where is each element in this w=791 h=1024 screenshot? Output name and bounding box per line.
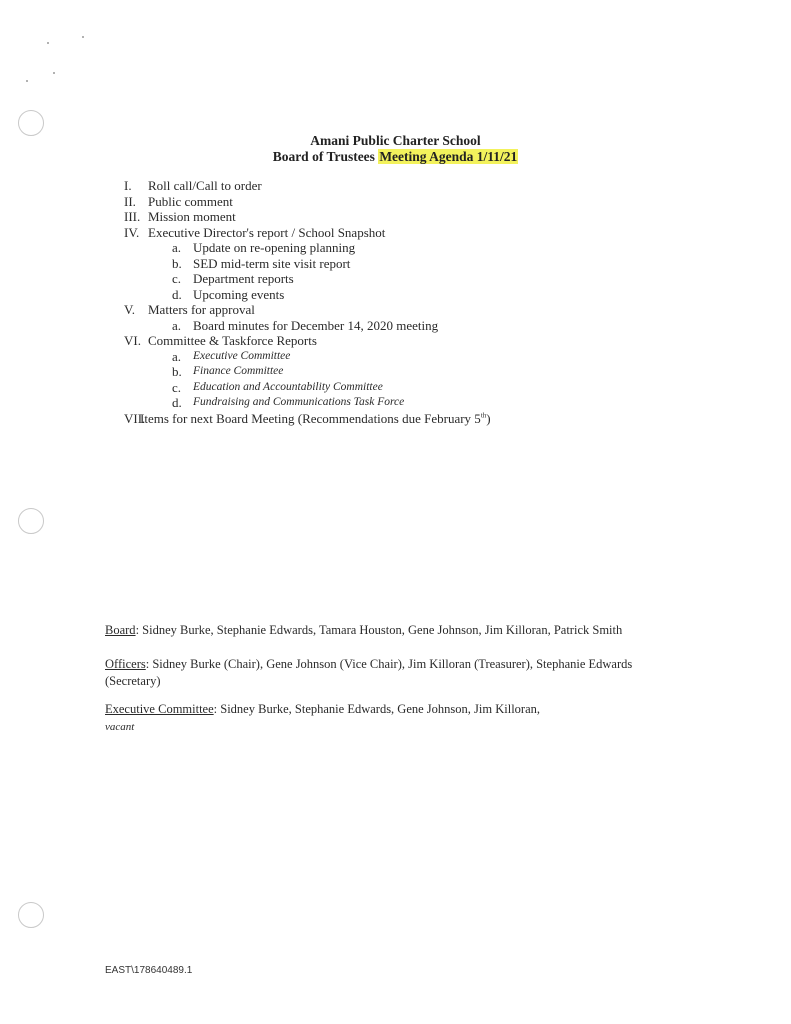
document-subtitle bbox=[0, 149, 791, 165]
officers-roster bbox=[105, 656, 665, 690]
agenda-number: IV. bbox=[124, 224, 140, 240]
agenda-item bbox=[124, 225, 684, 241]
agenda-subitem bbox=[124, 318, 684, 334]
punch-hole-middle bbox=[18, 508, 44, 534]
agenda-subitem bbox=[124, 349, 684, 365]
agenda-number: III. bbox=[124, 209, 141, 224]
agenda-sub-letter: b. bbox=[172, 255, 182, 271]
agenda-number: VII. bbox=[124, 410, 146, 426]
agenda-number: I. bbox=[124, 178, 132, 193]
subtitle-highlight: Meeting Agenda 1/11/21 bbox=[379, 149, 518, 164]
document-title: Amani Public Charter School bbox=[310, 133, 481, 148]
agenda-subitem bbox=[124, 256, 684, 272]
agenda-sub-letter: a. bbox=[172, 348, 182, 364]
agenda-sub-text: SED mid-term site visit report bbox=[193, 255, 351, 271]
board-roster bbox=[105, 622, 665, 639]
exec-members: : Sidney Burke, Stephanie Edwards, Gene Johnson, Jim Killoran, bbox=[213, 702, 540, 716]
agenda-subitem bbox=[124, 287, 684, 303]
agenda-text: Public comment bbox=[148, 193, 233, 209]
officers-members: : Sidney Burke (Chair), Gene Johnson (Vice Chair), Jim Killoran (Treasurer), Stephanie Edwards (Secretary) bbox=[105, 657, 633, 688]
agenda-text: Committee & Taskforce Reports bbox=[148, 333, 317, 348]
agenda-item bbox=[124, 411, 684, 427]
agenda-number: V. bbox=[124, 302, 135, 317]
agenda-subitem bbox=[124, 271, 684, 287]
agenda-item bbox=[124, 194, 684, 210]
agenda-subitem bbox=[124, 240, 684, 256]
agenda-text-wrap bbox=[140, 411, 491, 427]
agenda-sub-letter: b. bbox=[172, 364, 182, 379]
scan-speck bbox=[26, 80, 28, 82]
scan-speck bbox=[53, 72, 55, 74]
officers-label: Officers bbox=[105, 657, 146, 671]
agenda-sub-letter: a. bbox=[172, 317, 182, 333]
agenda-number: II. bbox=[124, 193, 136, 209]
agenda-subitem bbox=[124, 380, 684, 396]
agenda-text: Items for next Board Meeting (Recommendations due February 5 bbox=[140, 410, 481, 426]
agenda-list bbox=[124, 178, 684, 426]
agenda-text: Mission moment bbox=[148, 209, 236, 224]
agenda-item bbox=[124, 178, 684, 194]
agenda-sub-text: Update on re-opening planning bbox=[193, 240, 356, 255]
agenda-sub-text: Fundraising and Communications Task Force bbox=[193, 396, 405, 408]
closing-paren: ) bbox=[486, 410, 491, 426]
board-members: : Sidney Burke, Stephanie Edwards, Tamara Houston, Gene Johnson, Jim Killoran, Patrick Smith bbox=[135, 623, 623, 637]
agenda-sub-text: Department reports bbox=[193, 271, 294, 286]
agenda-sub-letter: a. bbox=[172, 240, 182, 255]
agenda-sub-letter: d. bbox=[172, 286, 182, 302]
agenda-subitem bbox=[124, 395, 684, 411]
subtitle-prefix: Board of Trustees bbox=[272, 149, 379, 164]
agenda-subitem bbox=[124, 364, 684, 380]
agenda-sub-text: Education and Accountability Committee bbox=[193, 380, 383, 393]
executive-committee-roster bbox=[105, 701, 665, 736]
agenda-sub-text: Upcoming events bbox=[193, 286, 285, 302]
exec-label: Executive Committee bbox=[105, 702, 214, 716]
agenda-number: VI. bbox=[124, 333, 141, 348]
agenda-sub-letter: d. bbox=[172, 395, 182, 410]
agenda-item bbox=[124, 302, 684, 318]
ordinal-suffix: th bbox=[480, 411, 487, 420]
agenda-text: Executive Director's report / School Snapshot bbox=[148, 224, 386, 240]
agenda-item bbox=[124, 209, 684, 225]
scan-speck bbox=[47, 42, 49, 44]
exec-vacant: vacant bbox=[105, 721, 135, 733]
scan-speck bbox=[82, 36, 84, 38]
board-label: Board bbox=[105, 623, 136, 637]
agenda-sub-letter: c. bbox=[172, 379, 182, 395]
agenda-sub-text: Finance Committee bbox=[193, 365, 284, 377]
agenda-item bbox=[124, 333, 684, 349]
punch-hole-bottom bbox=[18, 902, 44, 928]
agenda-sub-letter: c. bbox=[172, 271, 182, 286]
agenda-text: Roll call/Call to order bbox=[148, 178, 262, 193]
agenda-sub-text: Executive Committee bbox=[193, 349, 291, 362]
agenda-text: Matters for approval bbox=[148, 302, 255, 317]
agenda-sub-text: Board minutes for December 14, 2020 meeting bbox=[193, 317, 439, 333]
document-footer-id: EAST\178640489.1 bbox=[105, 965, 193, 976]
